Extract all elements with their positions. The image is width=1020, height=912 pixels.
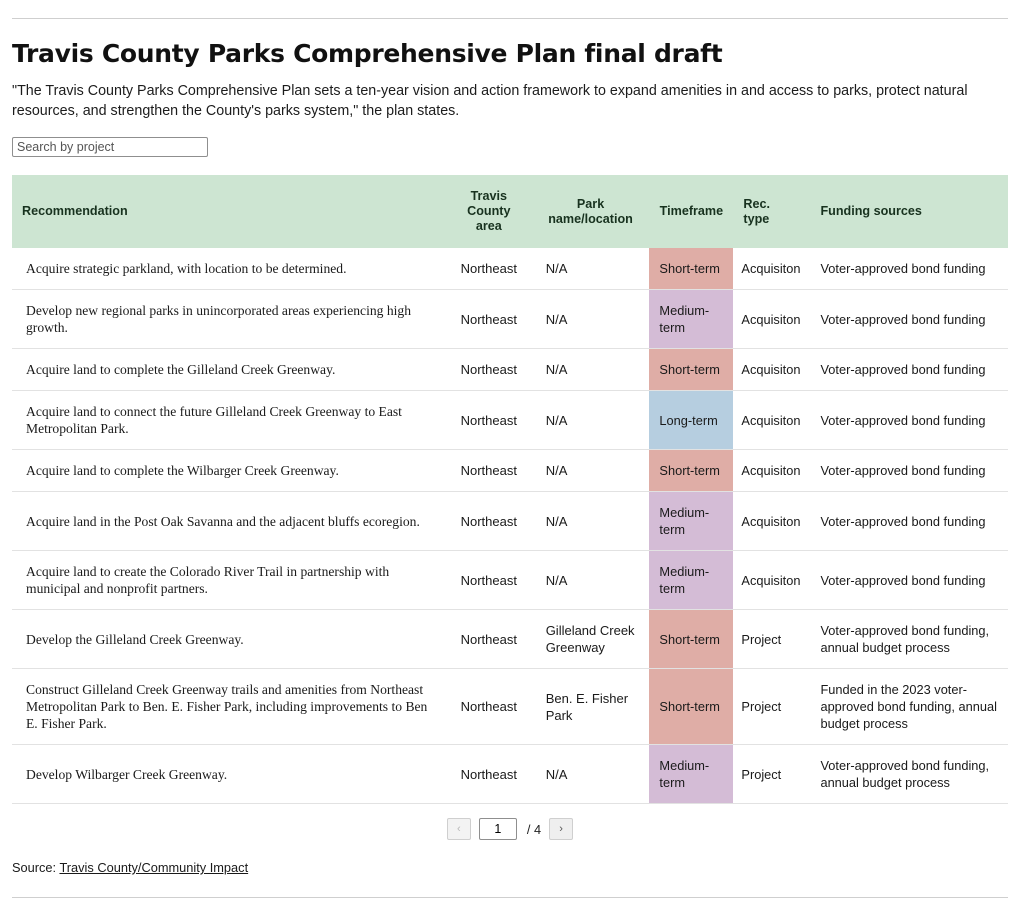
table-header — [12, 175, 1008, 248]
cell-timeframe: Medium-term — [649, 551, 733, 610]
cell-timeframe: Short-term — [649, 669, 733, 745]
cell-park: N/A — [532, 450, 650, 492]
cell-rec-type: Acquisiton — [733, 492, 810, 551]
column-header-park[interactable] — [532, 175, 650, 248]
cell-rec-type: Acquisiton — [733, 349, 810, 391]
table-row — [12, 290, 1008, 349]
cell-recommendation: Develop Wilbarger Creek Greenway. — [12, 745, 446, 804]
cell-timeframe: Short-term — [649, 450, 733, 492]
pagination-next-button[interactable]: › — [549, 818, 573, 840]
cell-area: Northeast — [446, 290, 532, 349]
cell-funding: Voter-approved bond funding, annual budget process — [810, 610, 1008, 669]
cell-rec-type: Acquisiton — [733, 290, 810, 349]
cell-recommendation: Acquire land to connect the future Gilleland Creek Greenway to East Metropolitan Park. — [12, 391, 446, 450]
table-row — [12, 450, 1008, 492]
column-header-area[interactable] — [446, 175, 532, 248]
cell-funding: Voter-approved bond funding — [810, 492, 1008, 551]
cell-funding: Voter-approved bond funding — [810, 551, 1008, 610]
cell-area: Northeast — [446, 391, 532, 450]
cell-recommendation: Acquire land in the Post Oak Savanna and the adjacent bluffs ecoregion. — [12, 492, 446, 551]
cell-funding: Voter-approved bond funding — [810, 349, 1008, 391]
cell-funding: Voter-approved bond funding — [810, 248, 1008, 290]
page-title: Travis County Parks Comprehensive Plan final draft — [12, 39, 723, 68]
cell-park: Ben. E. Fisher Park — [532, 669, 650, 745]
document-page — [0, 18, 1020, 898]
cell-rec-type: Project — [733, 669, 810, 745]
cell-area: Northeast — [446, 669, 532, 745]
recommendations-table — [12, 175, 1008, 804]
cell-rec-type: Acquisiton — [733, 450, 810, 492]
cell-recommendation: Develop new regional parks in unincorporated areas experiencing high growth. — [12, 290, 446, 349]
table-row — [12, 492, 1008, 551]
cell-funding: Voter-approved bond funding — [810, 391, 1008, 450]
column-header-funding[interactable]: Funding sources — [810, 175, 1008, 248]
table-row — [12, 551, 1008, 610]
cell-recommendation: Acquire strategic parkland, with location to be determined. — [12, 248, 446, 290]
bottom-divider — [12, 897, 1008, 898]
cell-timeframe: Medium-term — [649, 492, 733, 551]
cell-recommendation: Acquire land to complete the Gilleland Creek Greenway. — [12, 349, 446, 391]
cell-area: Northeast — [446, 248, 532, 290]
cell-park: N/A — [532, 551, 650, 610]
cell-park: N/A — [532, 391, 650, 450]
cell-rec-type: Project — [733, 745, 810, 804]
source-note — [12, 860, 1008, 875]
table-row — [12, 669, 1008, 745]
cell-park: N/A — [532, 492, 650, 551]
column-header-area-line1: Travis — [470, 189, 507, 203]
cell-rec-type: Acquisiton — [733, 248, 810, 290]
cell-area: Northeast — [446, 745, 532, 804]
page-subtitle: "The Travis County Parks Comprehensive Plan sets a ten-year vision and action framework to expand amenities in and access to parks, protect natural resources, and strengthen the County's parks system," the plan states. — [12, 83, 968, 119]
pagination — [12, 818, 1008, 840]
cell-rec-type: Acquisiton — [733, 551, 810, 610]
cell-funding: Voter-approved bond funding — [810, 450, 1008, 492]
cell-park: N/A — [532, 248, 650, 290]
pagination-total-label: / 4 — [526, 821, 542, 837]
cell-funding: Voter-approved bond funding — [810, 290, 1008, 349]
search-area — [12, 137, 1008, 157]
column-header-rec-type-line1: Rec. — [743, 196, 771, 211]
table-row — [12, 610, 1008, 669]
cell-area: Northeast — [446, 450, 532, 492]
cell-recommendation: Acquire land to create the Colorado River Trail in partnership with municipal and nonprofit partners. — [12, 551, 446, 610]
cell-area: Northeast — [446, 551, 532, 610]
column-header-park-line1: Park — [576, 196, 605, 211]
cell-park: N/A — [532, 349, 650, 391]
cell-park: N/A — [532, 290, 650, 349]
source-link[interactable]: Travis County/Community Impact — [59, 860, 249, 875]
column-header-park-line2: name/location — [548, 211, 633, 226]
cell-area: Northeast — [446, 349, 532, 391]
cell-area: Northeast — [446, 492, 532, 551]
cell-timeframe: Medium-term — [649, 290, 733, 349]
cell-timeframe: Short-term — [649, 610, 733, 669]
table-row — [12, 391, 1008, 450]
cell-timeframe: Long-term — [649, 391, 733, 450]
column-header-area-line2: County area — [467, 204, 511, 233]
cell-rec-type: Acquisiton — [733, 391, 810, 450]
cell-recommendation: Construct Gilleland Creek Greenway trails and amenities from Northeast Metropolitan Park to Ben. E. Fisher Park, including improvements to Ben E. Fisher Park. — [12, 669, 446, 745]
cell-recommendation: Develop the Gilleland Creek Greenway. — [12, 610, 446, 669]
cell-timeframe: Short-term — [649, 349, 733, 391]
cell-area: Northeast — [446, 610, 532, 669]
search-input[interactable] — [12, 137, 208, 157]
cell-timeframe: Short-term — [649, 248, 733, 290]
table-header-row — [12, 175, 1008, 248]
cell-funding: Funded in the 2023 voter-approved bond funding, annual budget process — [810, 669, 1008, 745]
top-divider — [12, 18, 1008, 19]
pagination-page-input[interactable] — [479, 818, 517, 840]
source-prefix: Source: — [12, 860, 60, 875]
table-row — [12, 745, 1008, 804]
table-row — [12, 248, 1008, 290]
cell-funding: Voter-approved bond funding, annual budget process — [810, 745, 1008, 804]
column-header-recommendation[interactable]: Recommendation — [12, 175, 446, 248]
table-body — [12, 248, 1008, 804]
column-header-timeframe[interactable]: Timeframe — [649, 175, 733, 248]
table-row — [12, 349, 1008, 391]
cell-park: N/A — [532, 745, 650, 804]
cell-recommendation: Acquire land to complete the Wilbarger Creek Greenway. — [12, 450, 446, 492]
cell-rec-type: Project — [733, 610, 810, 669]
cell-timeframe: Medium-term — [649, 745, 733, 804]
column-header-rec-type-line2: type — [743, 211, 770, 226]
column-header-rec-type[interactable] — [733, 175, 810, 248]
cell-park: Gilleland Creek Greenway — [532, 610, 650, 669]
pagination-prev-button[interactable]: ‹ — [447, 818, 471, 840]
